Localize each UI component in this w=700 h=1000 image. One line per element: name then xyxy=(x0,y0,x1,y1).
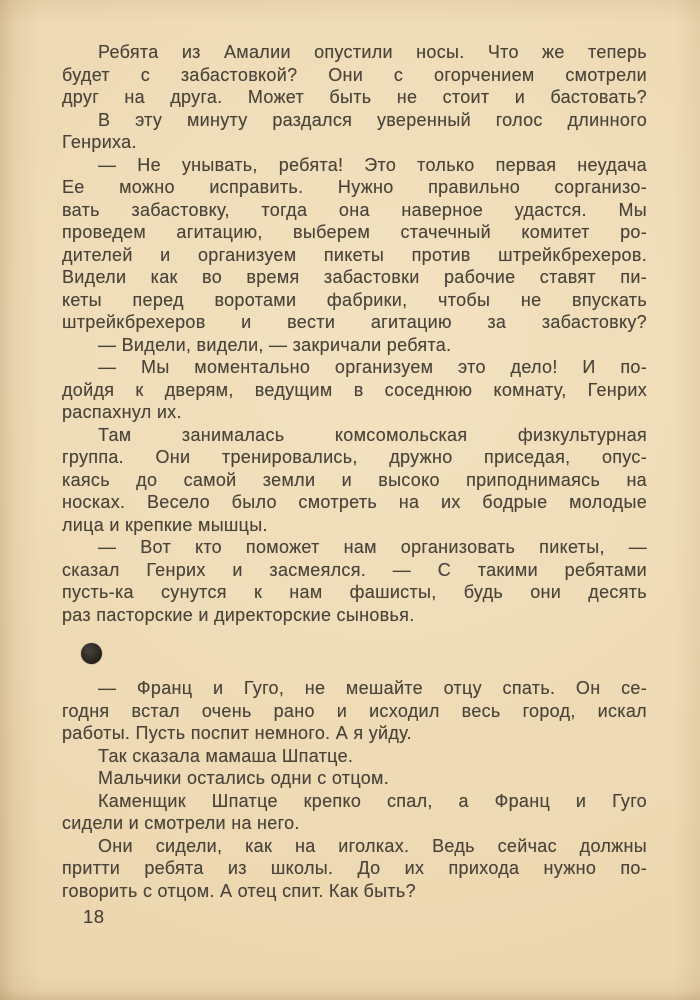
text-line: В эту минуту раздался уверенный голос длинного xyxy=(98,109,647,130)
text-line: — Не унывать, ребята! Это только первая неудача xyxy=(98,154,647,175)
text-line: распахнул их. xyxy=(62,402,182,422)
text-line: — Франц и Гуго, не мешайте отцу спать. Он се- xyxy=(98,678,647,698)
text-line: говорить с отцом. А отец спит. Как быть? xyxy=(62,880,416,901)
text-line: Генриха. xyxy=(62,132,137,152)
paragraph xyxy=(62,536,647,626)
text-line: пусть-ка сунутся к нам фашисты, будь они десять xyxy=(62,582,647,602)
paragraph xyxy=(62,677,647,745)
text-line: носках. Весело было смотреть на их бодрые молодые xyxy=(62,492,647,512)
text-line: Так сказала мамаша Шпатце. xyxy=(98,745,354,766)
paragraph xyxy=(62,41,647,109)
text-line: Каменщик Шпатце крепко спал, а Франц и Гуго xyxy=(98,790,647,811)
text-line: каясь до самой земли и высоко приподнимаясь на xyxy=(62,469,647,490)
text-line: дителей и организуем пикеты против штрейкбрехеров. xyxy=(62,244,647,265)
paragraph xyxy=(62,334,647,357)
text-line: — Мы моментально организуем это дело! И по- xyxy=(98,357,647,377)
text-line: годня встал очень рано и исходил весь город, искал xyxy=(62,700,647,721)
text-line: вать забастовку, тогда она наверное удастся. Мы xyxy=(62,199,647,220)
text-line: притти ребята из школы. До их прихода нужно по- xyxy=(62,858,647,878)
text-line: сказал Генрих и засмеялся. — С такими ребятами xyxy=(62,559,647,580)
section-dot-icon xyxy=(81,643,102,664)
text-line: Ребята из Амалии опустили носы. Что же теперь xyxy=(98,42,647,62)
paragraph xyxy=(62,790,647,835)
text-line: проведем агитацию, выберем стачечный комитет ро- xyxy=(62,222,647,242)
text-line: группа. Они тренировались, дружно приседая, опус- xyxy=(62,447,647,467)
text-line: Ее можно исправить. Нужно правильно сорганизо- xyxy=(62,177,647,197)
text-line: Видели как во время забастовки рабочие ставят пи- xyxy=(62,267,647,287)
paragraph xyxy=(62,424,647,537)
paragraph xyxy=(62,154,647,334)
text-line: Они сидели, как на иголках. Ведь сейчас должны xyxy=(98,835,647,856)
text-line: Там занималась комсомольская физкультурная xyxy=(98,424,647,445)
paragraph xyxy=(62,745,647,768)
text-line: друг на друга. Может быть не стоит и бастовать? xyxy=(62,87,647,107)
section-separator xyxy=(81,643,647,664)
text-block xyxy=(62,41,647,902)
paragraph xyxy=(62,356,647,424)
paragraph xyxy=(62,109,647,154)
text-line: — Видели, видели, — закричали ребята. xyxy=(98,334,452,355)
text-line: раз пасторские и директорские сыновья. xyxy=(62,604,415,625)
text-line: штрейкбрехеров и вести агитацию за забастовку? xyxy=(62,312,647,332)
text-line: — Вот кто поможет нам организовать пикеты, — xyxy=(98,537,647,557)
text-line: будет с забастовкой? Они с огорчением смотрели xyxy=(62,64,647,85)
paragraph xyxy=(62,835,647,903)
text-line: лица и крепкие мышцы. xyxy=(62,514,268,535)
page-number: 18 xyxy=(83,906,105,927)
text-line: кеты перед воротами фабрики, чтобы не впускать xyxy=(62,289,647,310)
text-line: Мальчики остались одни с отцом. xyxy=(98,768,390,788)
paragraph xyxy=(62,767,647,790)
text-line: работы. Пусть поспит немного. А я уйду. xyxy=(62,723,412,743)
text-line: дойдя к дверям, ведущим в соседнюю комнату, Генрих xyxy=(62,379,647,400)
text-line: сидели и смотрели на него. xyxy=(62,813,300,833)
